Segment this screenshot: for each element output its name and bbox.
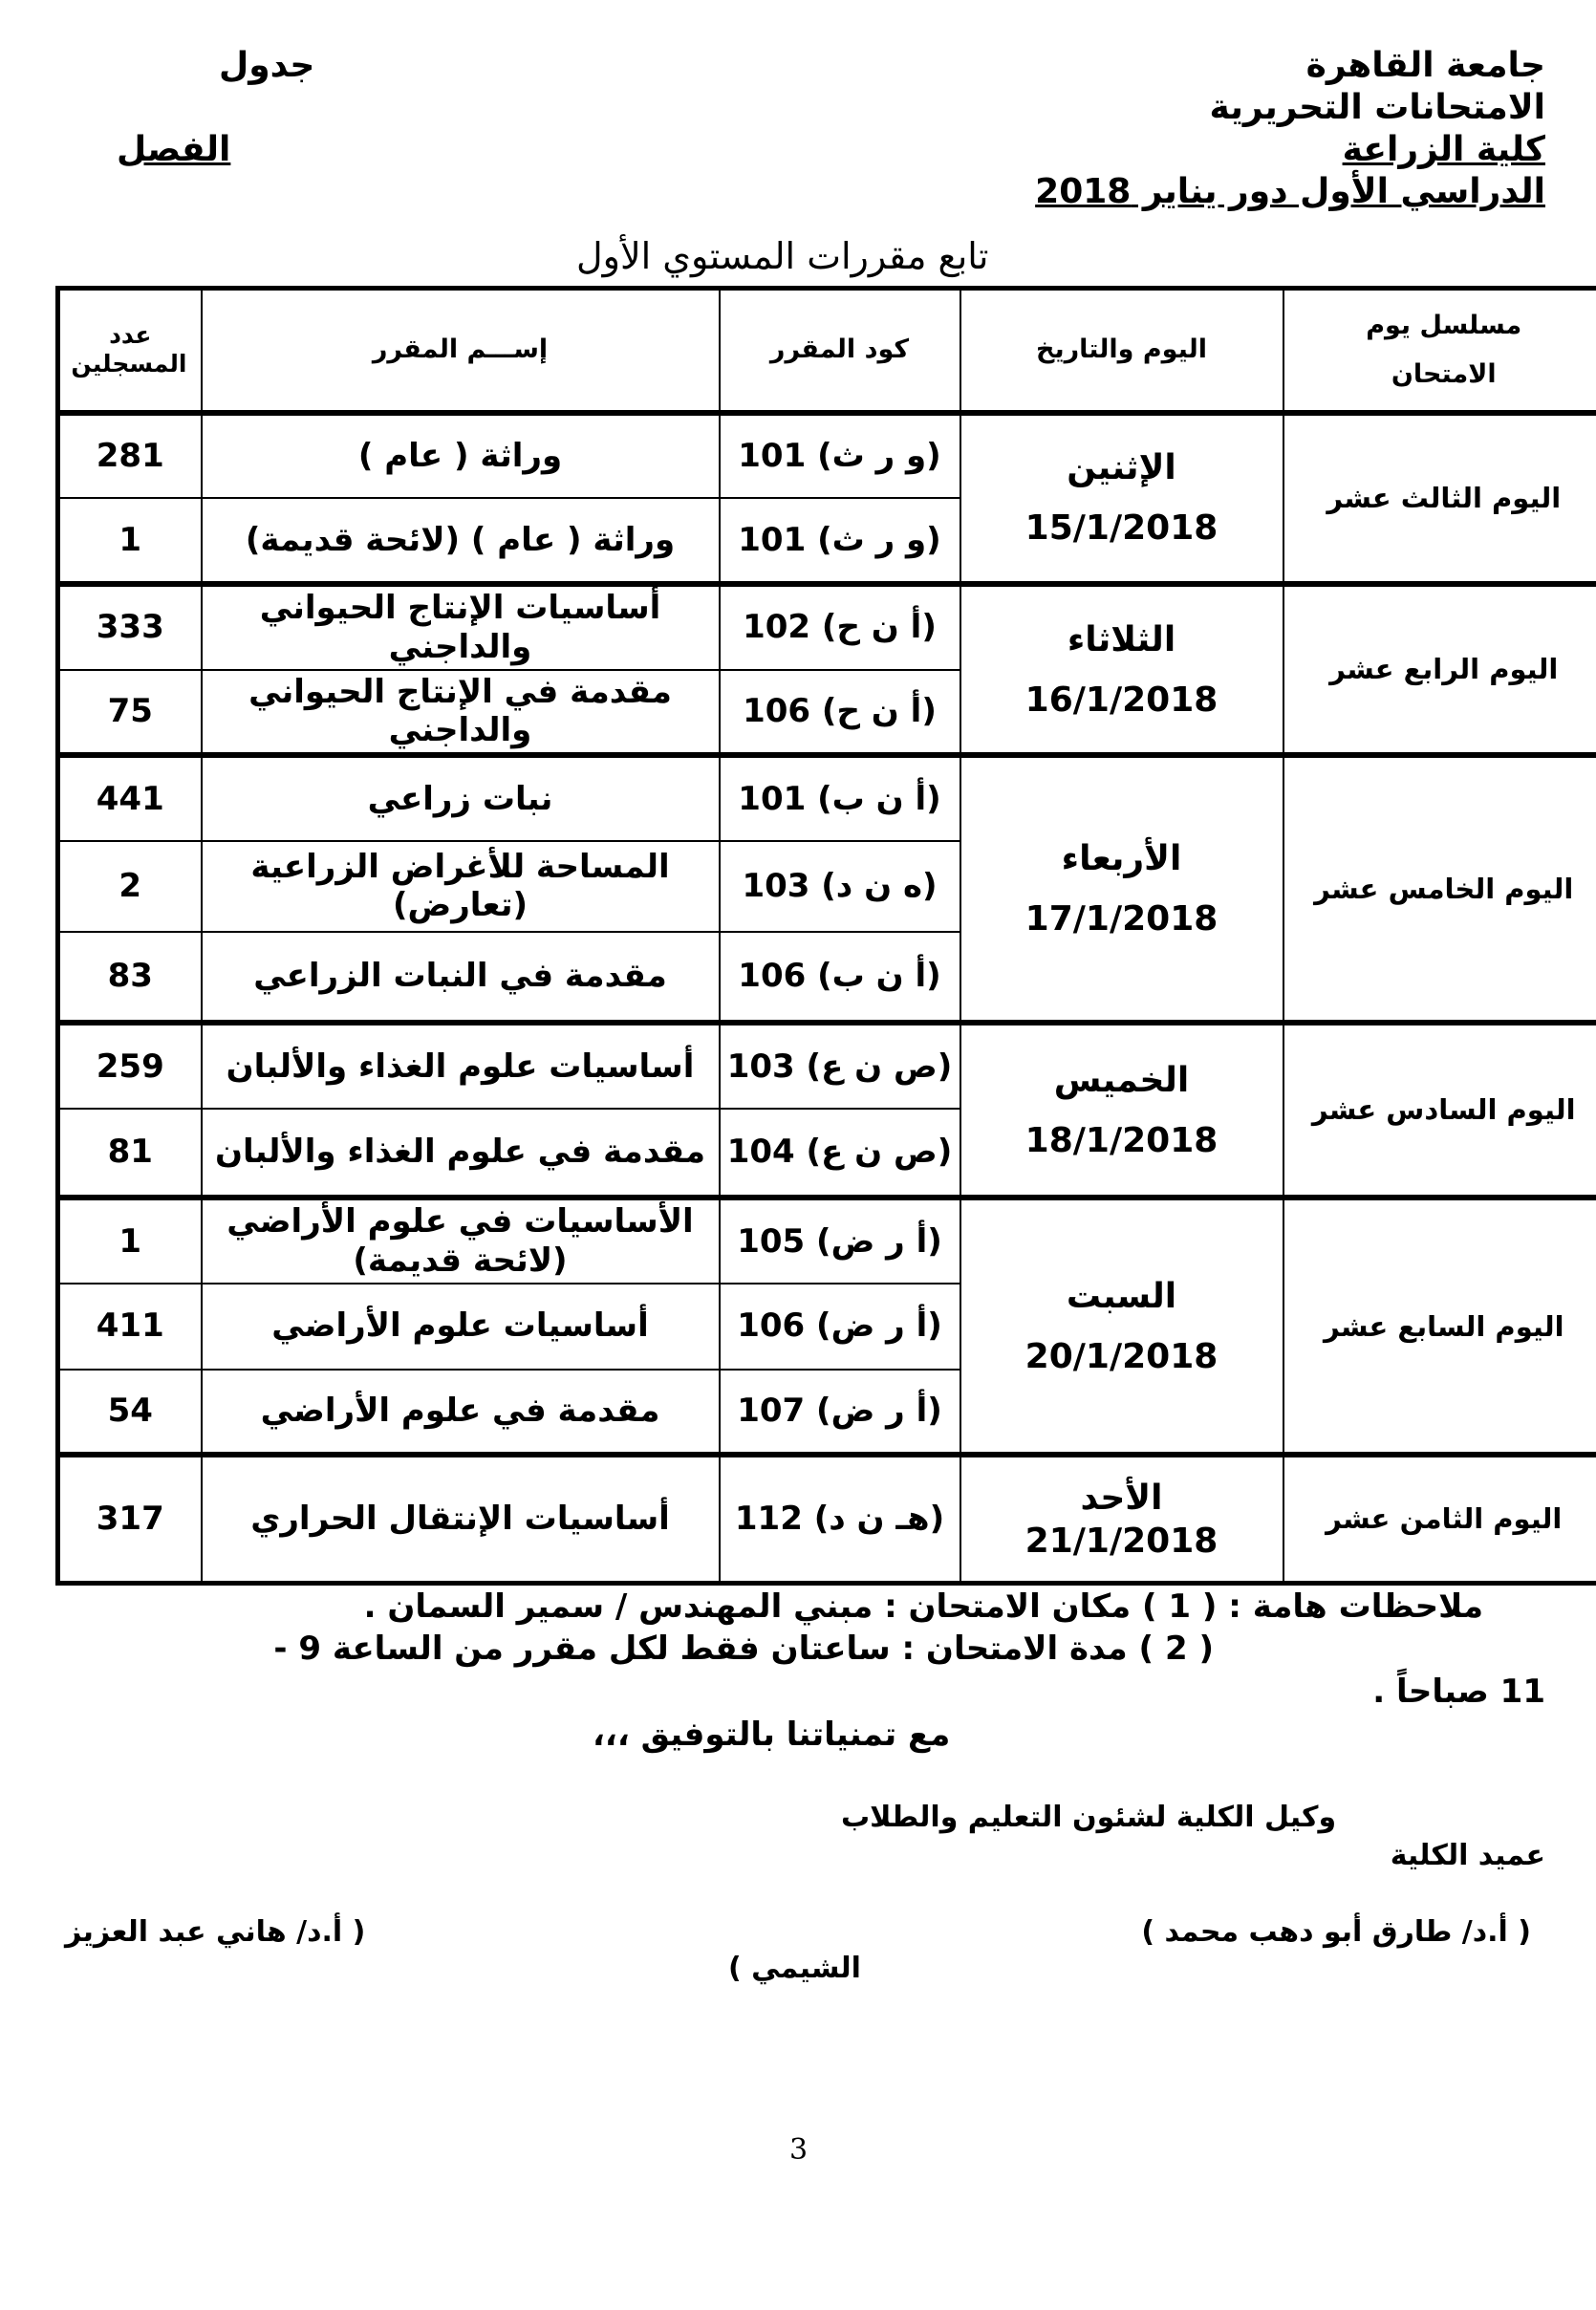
page-subtitle: تابع مقررات المستوي الأول (576, 235, 989, 277)
header-serial: مسلسل يوم الامتحان (1283, 289, 1596, 413)
exam-day-serial: اليوم الرابع عشر (1283, 584, 1596, 755)
exam-schedule-table (55, 286, 1596, 1586)
registered-count: 75 (58, 670, 202, 756)
page-number: 3 (789, 2133, 809, 2167)
table-row (58, 1023, 1596, 1110)
table-row (58, 584, 1596, 670)
course-name: أساسيات علوم الغذاء والألبان (202, 1023, 720, 1110)
course-code: (ه ن د) 103 (720, 841, 960, 932)
exam-day-date-cell (960, 1023, 1283, 1198)
course-name: مقدمة في علوم الغذاء والألبان (202, 1109, 720, 1198)
exam-day: السبت (1066, 1276, 1177, 1316)
course-code: (أ ن ب) 106 (720, 932, 960, 1023)
course-name: مقدمة في الإنتاج الحيواني والداجني (202, 670, 720, 756)
registered-count: 333 (58, 584, 202, 670)
vice-dean-title: وكيل الكلية لشئون التعليم والطلاب (841, 1801, 1337, 1834)
exam-day-serial: اليوم السادس عشر (1283, 1023, 1596, 1198)
notes-line-1: ملاحظات هامة : ( 1 ) مكان الامتحان : مبني المهندس / سمير السمان . (363, 1587, 1483, 1626)
registered-count: 281 (58, 413, 202, 499)
course-code: (و ر ث) 101 (720, 413, 960, 499)
exam-day-date-cell (960, 1198, 1283, 1455)
exam-day-serial: اليوم الثامن عشر (1283, 1455, 1596, 1583)
exam-date: 16/1/2018 (1024, 680, 1219, 720)
course-name: وراثة ( عام ) (202, 413, 720, 499)
dean-name: ( أ.د/ هاني عبد العزيز (65, 1915, 366, 1949)
exam-day-serial: اليوم الثالث عشر (1283, 413, 1596, 584)
exam-date: 15/1/2018 (1024, 508, 1219, 549)
course-name: المساحة للأغراض الزراعية (تعارض) (202, 841, 720, 932)
table-row (58, 1198, 1596, 1284)
course-code: (أ ن ح) 106 (720, 670, 960, 756)
table-row (58, 755, 1596, 841)
exam-date: 17/1/2018 (1024, 899, 1219, 939)
course-name: أساسيات علوم الأراضي (202, 1284, 720, 1370)
registered-count: 441 (58, 755, 202, 841)
course-code: (و ر ث) 101 (720, 498, 960, 584)
exams-title: الامتحانات التحريرية (1209, 88, 1545, 127)
registered-count: 2 (58, 841, 202, 932)
semester-word: الفصل (117, 130, 231, 169)
university-name: جامعة القاهرة (1305, 46, 1545, 85)
term-line: الدراسي الأول دور يناير 2018 (1035, 172, 1545, 211)
registered-count: 411 (58, 1284, 202, 1370)
exam-day-serial: اليوم السابع عشر (1283, 1198, 1596, 1455)
exam-day-date-cell (960, 584, 1283, 755)
registered-count: 259 (58, 1023, 202, 1110)
registered-count: 83 (58, 932, 202, 1023)
exam-day: الأحد (1080, 1478, 1163, 1518)
course-name: مقدمة في النبات الزراعي (202, 932, 720, 1023)
header-day-date: اليوم والتاريخ (960, 289, 1283, 413)
exam-day-date-cell (960, 413, 1283, 584)
wishes-line: مع تمنياتنا بالتوفيق ،،، (593, 1716, 951, 1754)
course-name: وراثة ( عام ) (لائحة قديمة) (202, 498, 720, 584)
course-code: (أ ن ب) 101 (720, 755, 960, 841)
table-header-row (58, 289, 1596, 413)
course-name: أساسيات الإنتقال الحراري (202, 1455, 720, 1583)
table-row (58, 413, 1596, 499)
course-name: الأساسيات في علوم الأراضي (لائحة قديمة) (202, 1198, 720, 1284)
schedule-word: جدول (219, 46, 315, 85)
exam-day-serial: اليوم الخامس عشر (1283, 755, 1596, 1022)
header-code: كود المقرر (720, 289, 960, 413)
registered-count: 1 (58, 1198, 202, 1284)
exam-day: الأربعاء (1061, 839, 1182, 879)
course-name: نبات زراعي (202, 755, 720, 841)
dean-name-continued: الشيمي ) (728, 1952, 861, 1985)
header-count: عدد المسجلين (58, 289, 202, 413)
notes-line-2: ( 2 ) مدة الامتحان : ساعتان فقط لكل مقرر من الساعة 9 - (273, 1630, 1214, 1668)
header-course-name: إســـم المقرر (202, 289, 720, 413)
exam-day: الخميس (1053, 1060, 1190, 1100)
exam-day-date-cell (960, 755, 1283, 1022)
course-code: (هـ ن د) 112 (720, 1455, 960, 1583)
exam-date: 20/1/2018 (1024, 1336, 1219, 1376)
table-row (58, 1455, 1596, 1583)
exam-date: 18/1/2018 (1024, 1120, 1219, 1160)
exam-day-date-cell (960, 1455, 1283, 1583)
registered-count: 81 (58, 1109, 202, 1198)
course-name: أساسيات الإنتاج الحيواني والداجني (202, 584, 720, 670)
registered-count: 1 (58, 498, 202, 584)
course-code: (ص ن ع) 104 (720, 1109, 960, 1198)
exam-date: 21/1/2018 (1024, 1521, 1219, 1561)
dean-title: عميد الكلية (1390, 1839, 1545, 1872)
course-name: مقدمة في علوم الأراضي (202, 1370, 720, 1456)
course-code: (أ ر ض) 107 (720, 1370, 960, 1456)
notes-line-3: 11 صباحاً . (1372, 1673, 1545, 1711)
exam-day: الإثنين (1067, 448, 1176, 488)
course-code: (أ ن ح) 102 (720, 584, 960, 670)
exam-day: الثلاثاء (1067, 619, 1176, 659)
course-code: (أ ر ض) 106 (720, 1284, 960, 1370)
faculty-name: كلية الزراعة (1342, 130, 1545, 169)
registered-count: 54 (58, 1370, 202, 1456)
course-code: (أ ر ض) 105 (720, 1198, 960, 1284)
course-code: (ص ن ع) 103 (720, 1023, 960, 1110)
vice-dean-name: ( أ.د/ طارق أبو دهب محمد ) (1141, 1915, 1531, 1949)
registered-count: 317 (58, 1455, 202, 1583)
